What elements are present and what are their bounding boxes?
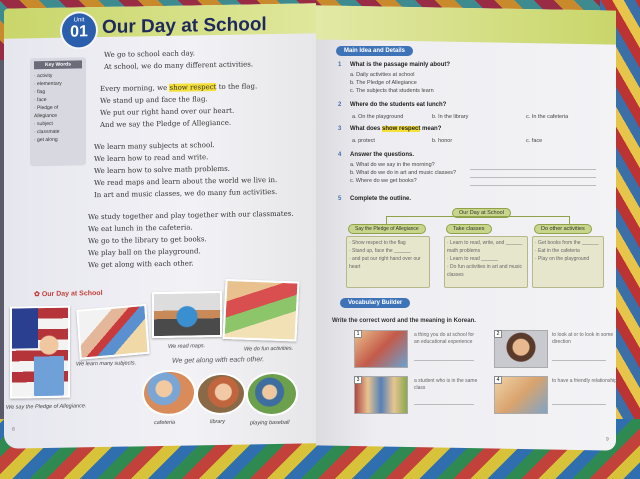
reading-line: We read maps and learn about the world we live in. (94, 175, 278, 188)
photo-activities (222, 279, 299, 342)
reading-line: We learn many subjects at school. (94, 141, 215, 152)
main-idea-label: Main Idea and Details (336, 46, 413, 56)
key-word: · elementary (34, 80, 62, 88)
reading-line: We eat lunch in the cafeteria. (88, 223, 193, 234)
reading-stanza (94, 137, 304, 201)
reading-line: We go to the library to get books. (88, 235, 207, 246)
outline-item: · Learn to read, write, and ______ math problems (447, 240, 523, 254)
reading-line: We stand up and face the flag. (100, 95, 208, 106)
outline-connector (386, 216, 570, 224)
reading-line: At school, we do many different activities. (104, 60, 254, 71)
question-text: Answer the questions. (350, 152, 415, 158)
vocab-number-3: 3 (354, 376, 362, 384)
question-option: a. What do we say in the morning? (350, 162, 435, 168)
left-page (4, 3, 316, 448)
vocab-definition-2: to look at or to look in some direction (552, 332, 614, 345)
reading-line: We go to school each day. (104, 49, 195, 59)
outline-item: · Learn to read ______ (447, 256, 498, 262)
question-number: 1 (338, 62, 342, 68)
key-word: · classmate (34, 128, 60, 136)
answer-line[interactable] (470, 185, 596, 186)
vocab-answer-line-3 (414, 404, 474, 405)
question-option[interactable]: a. On the playground (352, 114, 404, 120)
key-word: · flag (34, 89, 46, 96)
reading-line: Every morning, we show respect to the flag. (100, 82, 258, 94)
question-option[interactable]: c. The subjects that students learn (350, 88, 434, 94)
reading-line: We play ball on the playground. (88, 247, 201, 258)
question-text: What is the passage mainly about? (350, 62, 451, 68)
reading-passage (88, 45, 304, 280)
key-words-box (30, 57, 86, 166)
answer-line[interactable] (470, 177, 596, 178)
outline-item: · Show respect to the flag (349, 240, 406, 246)
caption-activities: We do fun activities. (244, 345, 294, 353)
question-number: 4 (338, 152, 342, 158)
question-number: 5 (338, 196, 342, 202)
caption-maps: We read maps. (168, 343, 206, 350)
unit-badge (62, 13, 96, 48)
reading-stanza (88, 207, 304, 271)
question-option: c. Where do we get books? (350, 178, 417, 184)
highlighted-phrase: show respect (382, 126, 421, 132)
question-number: 2 (338, 102, 342, 108)
outline-root: Our Day at School (452, 208, 511, 218)
reading-line: We learn how to read and write. (94, 153, 209, 164)
outline-item: · Stand up, face the ______ (349, 248, 411, 254)
vocab-number-2: 2 (494, 330, 502, 338)
question-option[interactable]: c. In the cafeteria (526, 114, 569, 120)
outline-branch-label: Do other activities (534, 224, 592, 234)
vocab-instruction: Write the correct word and the meaning in Korean. (332, 318, 476, 324)
photo-library (196, 372, 246, 415)
unit-number: 01 (70, 23, 88, 41)
vocab-image-3 (354, 376, 408, 414)
vocab-answer-line-2 (552, 360, 606, 361)
question-text: Where do the students eat lunch? (350, 102, 447, 108)
outline-branch-label: Say the Pledge of Allegiance (348, 224, 426, 234)
unit-label: Unit (73, 17, 85, 24)
outline-branch-box (346, 236, 430, 288)
outline-item: · Do fun activities in art and music classes (447, 264, 523, 278)
vocab-definition-1: a thing you do at school for an educational experience (414, 332, 475, 345)
reading-line: We learn how to solve math problems. (94, 164, 230, 176)
flower-icon: ✿ (34, 291, 40, 299)
question-option[interactable]: a. Daily activities at school (350, 72, 415, 78)
photo-pledge (10, 306, 70, 399)
vocab-answer-line-1 (414, 360, 474, 361)
question-option[interactable]: c. face (526, 138, 543, 144)
highlighted-phrase: show respect (169, 83, 217, 92)
page-number-left: 8 (12, 426, 15, 433)
vocab-definition-3: a student who is in the same class (414, 378, 478, 391)
reading-line: And we say the Pledge of Allegiance. (100, 118, 232, 130)
caption-cafeteria: cafeteria (154, 419, 176, 427)
caption-pledge: We say the Pledge of Allegiance. (6, 403, 87, 411)
photos-heading (34, 289, 103, 298)
question-number: 3 (338, 126, 342, 132)
photos-heading-text: Our Day at School (41, 290, 103, 299)
vocab-image-2 (494, 330, 548, 368)
outline-branch-box (532, 236, 604, 288)
key-word: · Pledge of Allegiance (34, 104, 59, 120)
get-along-heading: We get along with each other. (172, 356, 265, 365)
vocab-definition-4: to have a friendly relationship (552, 378, 618, 384)
outline-item: · and put our right hand over our heart (349, 256, 421, 270)
photo-maps (152, 291, 222, 338)
key-word: · subject (34, 120, 53, 128)
boy-figure (34, 334, 64, 397)
outline-branch-label: Take classes (446, 224, 492, 234)
outline-item: · Play on the playground (535, 256, 590, 262)
key-word: · get along (34, 136, 58, 144)
vocab-number-1: 1 (354, 330, 362, 338)
question-option[interactable]: a. protect (352, 138, 375, 144)
photo-cafeteria (142, 369, 196, 416)
reading-line: In art and music classes, we do many fun activities. (94, 187, 278, 200)
question-option: b. What do we do in art and music classes? (350, 170, 457, 176)
photo-baseball (246, 372, 298, 417)
key-word: · activity (34, 72, 53, 80)
key-words-list (34, 71, 82, 144)
answer-line[interactable] (470, 169, 596, 170)
question-text: What does show respect mean? (350, 126, 442, 132)
vocab-builder-label: Vocabulary Builder (340, 298, 410, 308)
reading-line: We put our right hand over our heart. (100, 106, 235, 118)
reading-stanza (104, 45, 304, 72)
vocab-answer-line-4 (552, 404, 606, 405)
outline-item: · Get books from the ______ (535, 240, 599, 246)
vocab-image-1 (354, 330, 408, 368)
reading-line: We study together and play together with our classmates. (88, 209, 294, 222)
photo-subjects (76, 304, 149, 360)
reading-stanza (100, 79, 304, 131)
unit-title: Our Day at School (102, 14, 267, 39)
reading-line: We get along with each other. (88, 259, 194, 270)
right-header-band (316, 5, 616, 44)
key-words-heading: Key Words (34, 60, 82, 69)
outline-item: · Eat in the cafeteria (535, 248, 580, 254)
caption-baseball: playing baseball (250, 419, 290, 427)
outline-branch-box (444, 236, 528, 288)
vocab-number-4: 4 (494, 376, 502, 384)
question-option[interactable]: b. In the library (432, 114, 469, 120)
caption-subjects: We learn many subjects. (76, 360, 137, 368)
page-number-right: 9 (606, 436, 609, 443)
question-option[interactable]: b. The Pledge of Allegiance (350, 80, 417, 86)
caption-library: library (210, 418, 225, 426)
question-text: Complete the outline. (350, 196, 412, 202)
vocab-image-4 (494, 376, 548, 414)
key-word: · face (34, 96, 47, 104)
question-option[interactable]: b. honor (432, 138, 453, 144)
